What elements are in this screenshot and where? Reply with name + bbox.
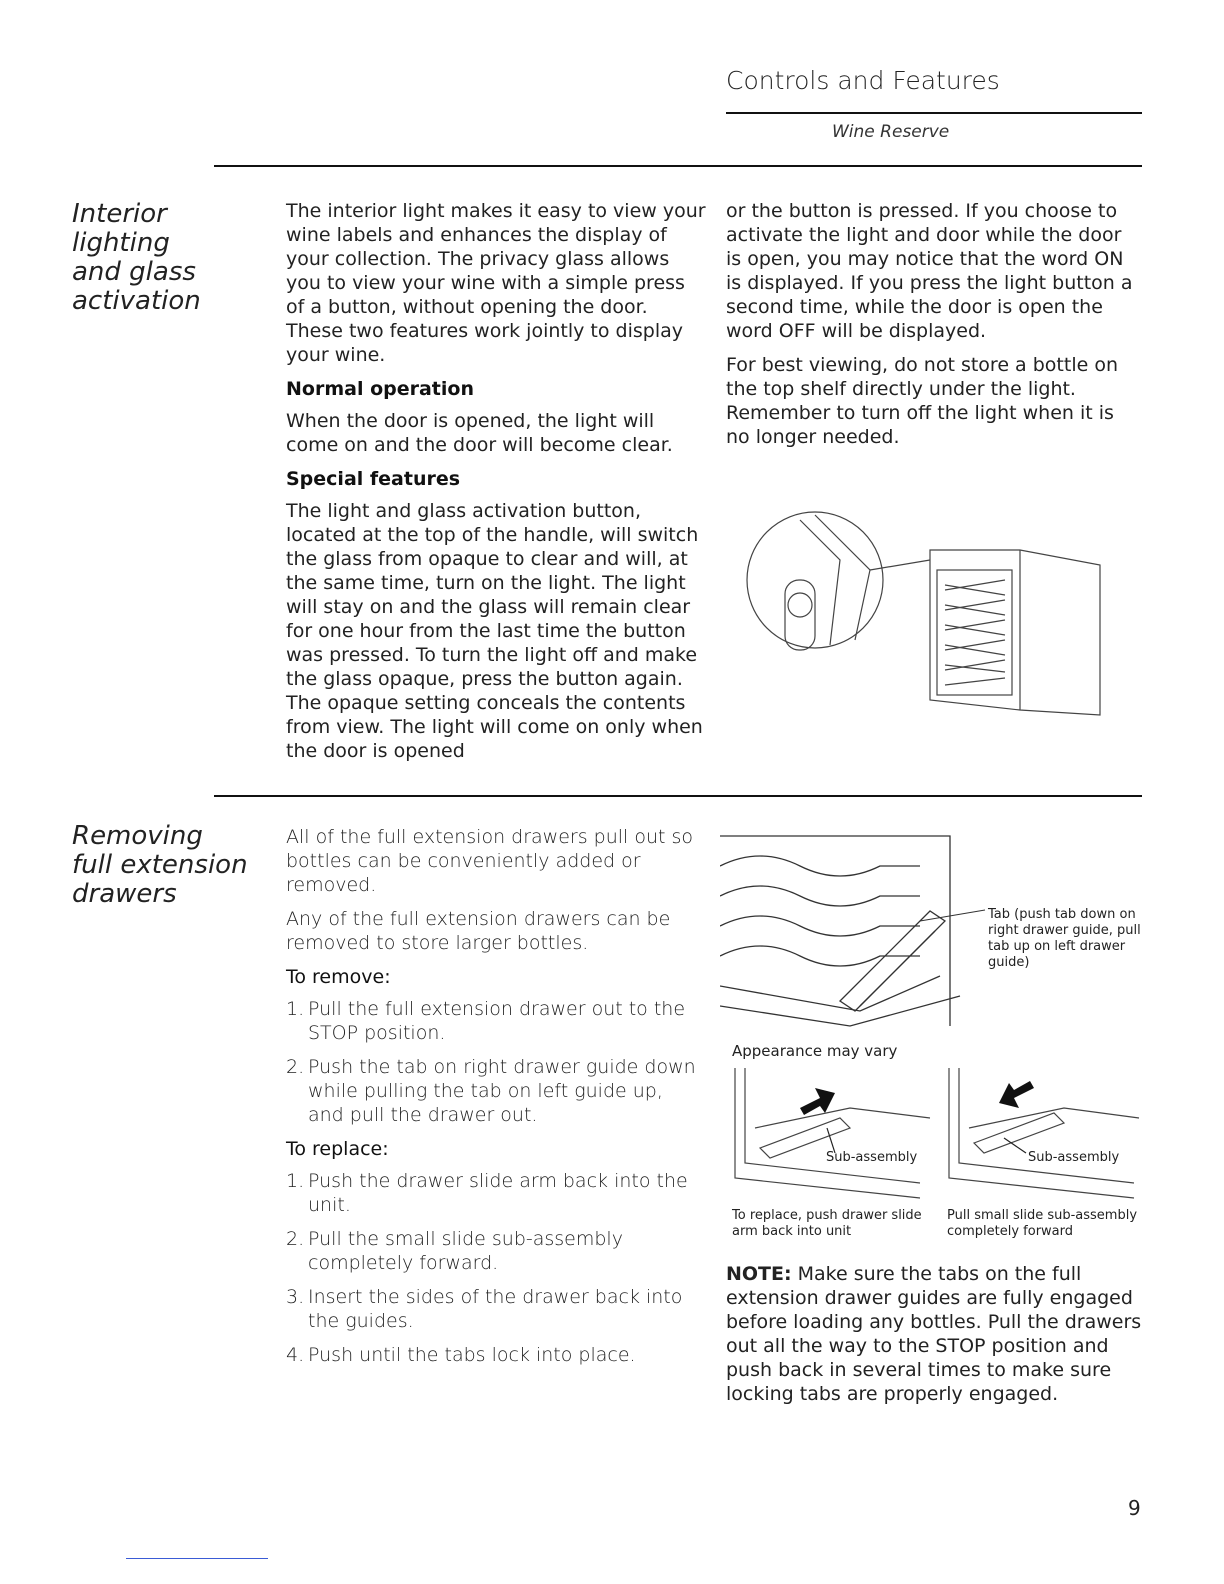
step-number: 3. xyxy=(286,1286,305,1308)
section1-left-column xyxy=(286,199,706,773)
list-item xyxy=(286,1169,698,1217)
sub-assembly-label-right: Sub-assembly xyxy=(1028,1150,1120,1165)
step-text: Pull the full extension drawer out to the STOP position. xyxy=(308,998,686,1044)
page-header-title: Controls and Features xyxy=(726,66,1000,95)
note-label: NOTE: xyxy=(726,1263,792,1285)
slide-replace-illustration xyxy=(730,1068,940,1203)
special-features-heading: Special features xyxy=(286,468,461,490)
section-divider-middle xyxy=(214,795,1142,797)
heading-line: activation xyxy=(72,286,201,316)
caption-replace: To replace, push drawer slide arm back into unit xyxy=(732,1208,922,1239)
intro-paragraph: The interior light makes it easy to view your wine labels and enhances the display of your collection. The privacy glass allows you to view your wine with a simple press of a button, without opening the door. These two features work jointly to display your wine. xyxy=(286,200,706,366)
step-number: 4. xyxy=(286,1344,305,1366)
section-divider-top xyxy=(214,165,1142,167)
step-number: 1. xyxy=(286,998,305,1020)
list-item xyxy=(286,1055,698,1127)
header-rule xyxy=(726,112,1142,114)
list-item xyxy=(286,1285,698,1333)
section1-heading xyxy=(72,200,201,316)
normal-operation-heading: Normal operation xyxy=(286,378,474,400)
light-toggle-paragraph: or the button is pressed. If you choose to activate the light and door while the door is open, you may notice that the word ON is displayed. If you press the light button a second time, while the door is open the word OFF will be displayed. xyxy=(726,200,1133,342)
heading-line: full extension xyxy=(72,850,248,880)
page-header-subtitle: Wine Reserve xyxy=(832,122,950,142)
drawers-intro-paragraph: All of the full extension drawers pull out so bottles can be conveniently added or removed. xyxy=(286,826,694,896)
drawer-illustration xyxy=(720,826,990,1036)
step-number: 1. xyxy=(286,1170,305,1192)
heading-line: lighting xyxy=(72,228,170,258)
section1-right-column xyxy=(726,199,1136,459)
tab-callout-label: Tab (push tab down on right drawer guide, pull tab up on left drawer guide) xyxy=(988,907,1141,970)
wine-cooler-illustration xyxy=(740,500,1110,750)
step-number: 2. xyxy=(286,1228,305,1250)
list-item xyxy=(286,997,698,1045)
heading-line: Removing xyxy=(72,821,203,851)
caption-pull-forward: Pull small slide sub-assembly completely forward xyxy=(947,1208,1138,1239)
heading-line: Interior xyxy=(72,199,167,229)
slide-pull-forward-illustration xyxy=(944,1068,1144,1203)
footer-line xyxy=(126,1558,268,1559)
heading-line: drawers xyxy=(72,879,177,909)
step-number: 2. xyxy=(286,1056,305,1078)
page-number: 9 xyxy=(1128,1496,1141,1520)
step-text: Insert the sides of the drawer back into the guides. xyxy=(308,1286,683,1332)
step-text: Push until the tabs lock into place. xyxy=(308,1344,636,1366)
replace-steps-list xyxy=(286,1169,698,1367)
special-features-text: The light and glass activation button, located at the top of the handle, will switch the glass from opaque to clear and will, at the same time, turn on the light. The light will stay on and the glass will remain clear for one hour from the last time the button was pressed. To turn the light off and make the glass opaque, press the button again. The opaque setting conceals the contents from view. The light will come on only when the door is opened xyxy=(286,500,703,762)
step-text: Push the drawer slide arm back into the unit. xyxy=(308,1170,688,1216)
to-remove-heading: To remove: xyxy=(286,966,391,988)
list-item xyxy=(286,1227,698,1275)
list-item xyxy=(286,1343,698,1367)
to-replace-heading: To replace: xyxy=(286,1138,389,1160)
section2-left-column xyxy=(286,825,698,1377)
note-text: Make sure the tabs on the full extension drawer guides are fully engaged before loading any bottles. Pull the drawers out all the way to the STOP position and push back in several times to make sure locking tabs are properly engaged. xyxy=(726,1263,1142,1405)
best-viewing-paragraph: For best viewing, do not store a bottle on the top shelf directly under the light. Remember to turn off the light when it is no longer needed. xyxy=(726,354,1118,448)
appearance-note: Appearance may vary xyxy=(732,1042,898,1060)
step-text: Pull the small slide sub-assembly completely forward. xyxy=(308,1228,623,1274)
remove-steps-list xyxy=(286,997,698,1127)
normal-operation-text: When the door is opened, the light will come on and the door will become clear. xyxy=(286,410,673,456)
sub-assembly-label-left: Sub-assembly xyxy=(826,1150,918,1165)
drawers-removable-paragraph: Any of the full extension drawers can be removed to store larger bottles. xyxy=(286,908,671,954)
step-text: Push the tab on right drawer guide down while pulling the tab on left guide up, and pull the drawer out. xyxy=(308,1056,696,1126)
section2-heading xyxy=(72,822,248,909)
note-paragraph xyxy=(726,1262,1144,1406)
heading-line: and glass xyxy=(72,257,196,287)
